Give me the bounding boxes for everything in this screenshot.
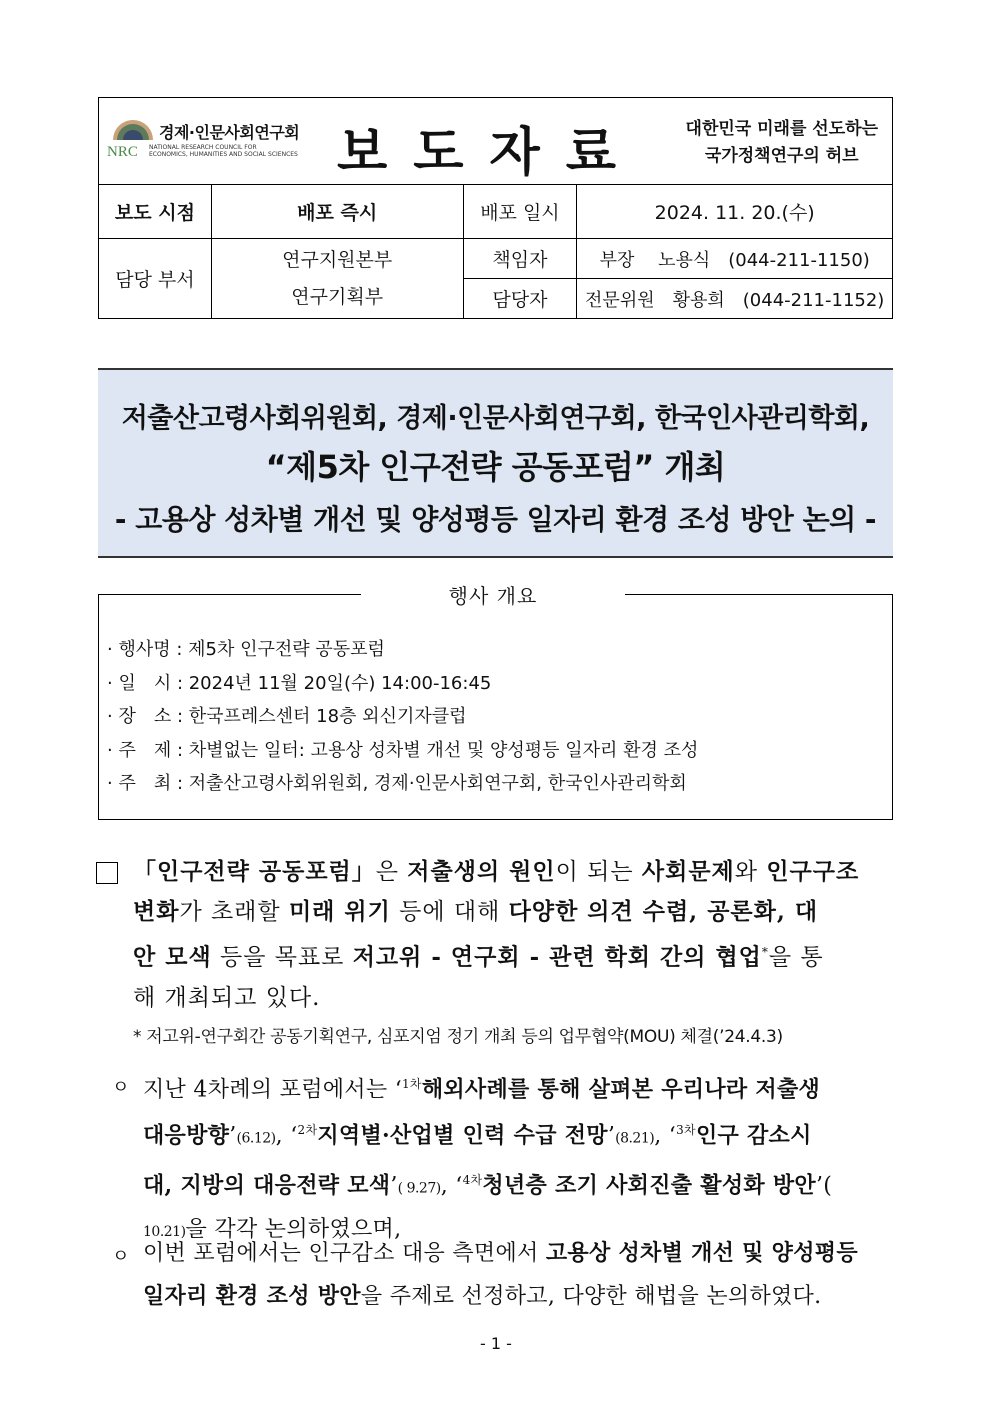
dept-value: 연구지원본부 연구기획부 [211, 239, 463, 319]
event-list [107, 633, 698, 801]
org-logo [107, 118, 312, 166]
org-abbr: NRC [107, 144, 138, 160]
event-overview-box [98, 584, 893, 820]
page-number: - 1 - [480, 1334, 512, 1353]
event-overview-heading: 행사 개요 [361, 580, 625, 609]
resp-label: 책임자 [463, 239, 577, 279]
footnote: * 저고위-연구회간 공동기획연구, 심포지엄 정기 개최 등의 업무협약(MOU) 체결(’24.4.3) [133, 1027, 783, 1047]
dept-label: 담당 부서 [99, 239, 212, 319]
bullet-mark: ㅇ [112, 1077, 130, 1098]
main-paragraph: 「인구전략 공동포럼」은 저출생의 원인이 되는 사회문제와 인구구조 변화가 초래할 미래 위기 등에 대해 다양한 의견 수렴, 공론화, 대 안 모색 등을 목표로 저고위 - 연구회 - 관련 학회 간의 협업*을 통 해 개최되고 있다. [133, 858, 860, 1011]
staff-value: 전문위원 황용희 (044-211-1152) [577, 279, 893, 319]
org-name-ko: 경제·인문사회연구회 [159, 123, 300, 142]
event-item: · 일 시 : 2024년 11월 20일(수) 14:00-16:45 [107, 672, 492, 694]
staff-label: 담당자 [463, 279, 577, 319]
headline-subtitle: - 고용상 성차별 개선 및 양성평등 일자리 환경 조성 방안 논의 - [114, 503, 877, 536]
resp-value: 부장 노용식 (044-211-1150) [577, 239, 893, 279]
date-value: 2024. 11. 20.(수) [577, 185, 893, 239]
release-value: 배포 즉시 [211, 185, 463, 239]
headline-line2: “제5차 인구전략 공동포럼” 개최 [265, 448, 726, 486]
headline-box [98, 368, 893, 558]
org-name-en: NATIONAL RESEARCH COUNCIL FOR ECONOMICS, HUMANITIES AND SOCIAL SCIENCES [149, 144, 298, 158]
bullet-paragraph-2: 이번 포럼에서는 인구감소 대응 측면에서 고용상 성차별 개선 및 양성평등 일자리 환경 조성 방안을 주제로 선정하고, 다양한 해법을 논의하였다. [143, 1240, 858, 1309]
bullet-mark: ㅇ [112, 1246, 130, 1267]
checkbox-square-icon [96, 862, 118, 884]
bullet-paragraph-1: 지난 4차례의 포럼에서는 ‘$^{1차}$해외사례를 통해 살펴본 우리나라 저출생 대응방향’(6.12), ‘$^{2차}$지역별·산업별 인력 수급 전망’(8.21), ‘$^{3차}$인구 감소시 대, 지방의 대응전략 모색’( 9.27), ‘$^{4차}$청년층 조기 사회진출 활성화 방안’( 10.21)을 각각 논의하였으며, [143, 1076, 833, 1242]
event-item: · 주 제 : 차별없는 일터: 고용상 성차별 개선 및 양성평등 일자리 환경 조성 [107, 739, 699, 761]
headline-line1: 저출산고령사회위원회, 경제·인문사회연구회, 한국인사관리학회, [121, 403, 870, 434]
slogan: 대한민국 미래를 선도하는 국가정책연구의 허브 [685, 119, 878, 166]
event-item: · 행사명 : 제5차 인구전략 공동포럼 [107, 639, 385, 660]
release-label: 보도 시점 [99, 185, 212, 239]
logo-emblem-icon [111, 118, 155, 142]
event-item: · 장 소 : 한국프레스센터 18층 외신기자클럽 [107, 706, 467, 727]
event-item: · 주 최 : 저출산고령사회위원회, 경제·인문사회연구회, 한국인사관리학회 [107, 773, 687, 794]
date-label: 배포 일시 [463, 185, 577, 239]
header-table [98, 97, 893, 319]
header-banner [99, 98, 893, 185]
doc-title: 보도자료 [337, 123, 642, 183]
